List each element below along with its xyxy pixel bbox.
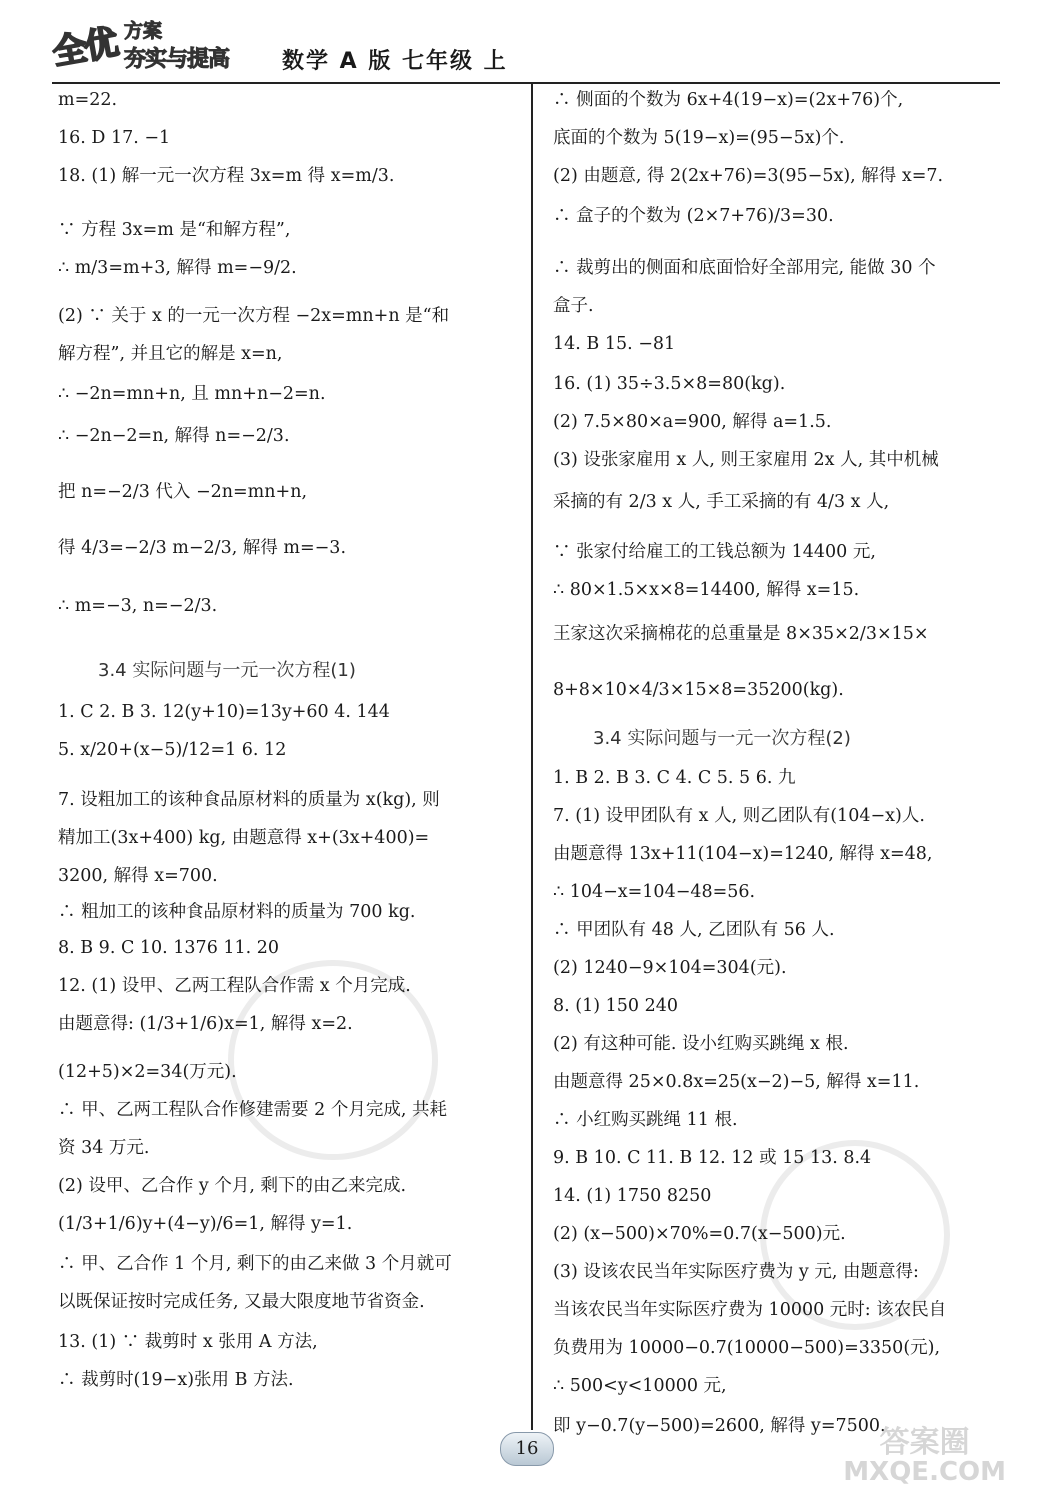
- answer-line: (2) 设甲、乙合作 y 个月, 剩下的由乙来完成.: [58, 1176, 407, 1196]
- answer-line: 当该农民当年实际医疗费为 10000 元时: 该农民自: [553, 1300, 947, 1320]
- answer-line: 由题意得: (1/3+1/6)x=1, 解得 x=2.: [58, 1014, 353, 1034]
- answer-line: (12+5)×2=34(万元).: [58, 1062, 237, 1082]
- answer-line: 3200, 解得 x=700.: [58, 866, 218, 886]
- answer-line: ∴ 104−x=104−48=56.: [553, 882, 756, 902]
- answer-line: (2) 1240−9×104=304(元).: [553, 958, 787, 978]
- answer-line: ∴ 500<y<10000 元,: [553, 1376, 727, 1396]
- answer-line: 解方程”, 并且它的解是 x=n,: [58, 344, 283, 364]
- answer-line: 由题意得 13x+11(104−x)=1240, 解得 x=48,: [553, 844, 933, 864]
- answer-line: ∴ 甲、乙合作 1 个月, 剩下的由乙来做 3 个月就可: [58, 1254, 452, 1274]
- answer-line: ∵ 方程 3x=m 是“和解方程”,: [58, 220, 291, 240]
- page-number: 16: [500, 1432, 554, 1466]
- answer-line: ∴ m/3=m+3, 解得 m=−9/2.: [58, 258, 297, 278]
- answer-line: ∵ 张家付给雇工的工钱总额为 14400 元,: [553, 542, 876, 562]
- answer-line: 8+8×10×4/3×15×8=35200(kg).: [553, 680, 844, 700]
- subject-title: 数学 A 版 七年级 上: [282, 49, 508, 74]
- answer-line: (2) 有这种可能. 设小红购买跳绳 x 根.: [553, 1034, 849, 1054]
- answer-line: 14. (1) 1750 8250: [553, 1186, 712, 1206]
- answer-line: m=22.: [58, 90, 118, 110]
- answer-line: 7. (1) 设甲团队有 x 人, 则乙团队有(104−x)人.: [553, 806, 925, 826]
- answer-line: ∴ 80×1.5×x×8=14400, 解得 x=15.: [553, 580, 860, 600]
- series-logo: [49, 14, 252, 76]
- answer-line: 王家这次采摘棉花的总重量是 8×35×2/3×15×: [553, 624, 929, 644]
- answer-line: 7. 设粗加工的该种食品原材料的质量为 x(kg), 则: [58, 790, 440, 810]
- answer-line: 3.4 实际问题与一元一次方程(1): [98, 660, 356, 681]
- answer-line: 1. B 2. B 3. C 4. C 5. 5 6. 九: [553, 768, 796, 788]
- answer-line: 3.4 实际问题与一元一次方程(2): [593, 728, 851, 749]
- answer-line: (3) 设该农民当年实际医疗费为 y 元, 由题意得:: [553, 1262, 919, 1282]
- answer-line: 资 34 万元.: [58, 1138, 150, 1158]
- answer-line: 1. C 2. B 3. 12(y+10)=13y+60 4. 144: [58, 702, 390, 722]
- answer-line: 8. (1) 150 240: [553, 996, 678, 1016]
- answer-line: 18. (1) 解一元一次方程 3x=m 得 x=m/3.: [58, 166, 395, 186]
- answer-line: ∴ 甲、乙两工程队合作修建需要 2 个月完成, 共耗: [58, 1100, 447, 1120]
- logo-text-main: 全优: [49, 22, 120, 74]
- answer-line: (2) 由题意, 得 2(2x+76)=3(95−5x), 解得 x=7.: [553, 166, 944, 186]
- site-watermark: [843, 1427, 1006, 1486]
- answer-line: ∴ 甲团队有 48 人, 乙团队有 56 人.: [553, 920, 835, 940]
- answer-line: ∴ 裁剪出的侧面和底面恰好全部用完, 能做 30 个: [553, 258, 936, 278]
- answer-line: 以既保证按时完成任务, 又最大限度地节省资金.: [58, 1292, 425, 1312]
- logo-text-top: 方案: [124, 20, 163, 42]
- page-footer: [490, 1426, 590, 1466]
- answer-line: 8. B 9. C 10. 1376 11. 20: [58, 938, 280, 958]
- answer-line: 采摘的有 2/3 x 人, 手工采摘的有 4/3 x 人,: [553, 492, 890, 512]
- answer-line: 盒子.: [553, 296, 594, 316]
- answer-line: ∴ 侧面的个数为 6x+4(19−x)=(2x+76)个,: [553, 90, 904, 110]
- header-rule: [52, 82, 1000, 84]
- answer-line: 把 n=−2/3 代入 −2n=mn+n,: [58, 482, 308, 502]
- watermark-line-2: MXQE.COM: [843, 1456, 1006, 1487]
- page-header: [0, 0, 1038, 88]
- column-divider: [531, 84, 533, 1430]
- answer-line: (3) 设张家雇用 x 人, 则王家雇用 2x 人, 其中机械: [553, 450, 939, 470]
- answer-line: ∴ 粗加工的该种食品原材料的质量为 700 kg.: [58, 902, 416, 922]
- logo-text-bottom: 夯实与提高: [124, 47, 230, 72]
- answer-line: (2) ∵ 关于 x 的一元一次方程 −2x=mn+n 是“和: [58, 306, 450, 326]
- answer-line: 精加工(3x+400) kg, 由题意得 x+(3x+400)=: [58, 828, 430, 848]
- answer-line: 由题意得 25×0.8x=25(x−2)−5, 解得 x=11.: [553, 1072, 920, 1092]
- answer-line: ∴ 裁剪时(19−x)张用 B 方法.: [58, 1370, 294, 1390]
- answer-line: ∴ m=−3, n=−2/3.: [58, 596, 218, 616]
- answer-line: 13. (1) ∵ 裁剪时 x 张用 A 方法,: [58, 1332, 318, 1352]
- answer-line: ∴ −2n=mn+n, 且 mn+n−2=n.: [58, 384, 326, 404]
- watermark-line-1: 答案圈: [879, 1425, 970, 1461]
- answer-line: 得 4/3=−2/3 m−2/3, 解得 m=−3.: [58, 538, 347, 558]
- answer-line: (2) (x−500)×70%=0.7(x−500)元.: [553, 1224, 846, 1244]
- answer-line: 负费用为 10000−0.7(10000−500)=3350(元),: [553, 1338, 941, 1358]
- answer-line: ∴ −2n−2=n, 解得 n=−2/3.: [58, 426, 290, 446]
- answer-line: 9. B 10. C 11. B 12. 12 或 15 13. 8.4: [553, 1148, 872, 1168]
- answer-line: (1/3+1/6)y+(4−y)/6=1, 解得 y=1.: [58, 1214, 353, 1234]
- answer-line: 16. D 17. −1: [58, 128, 171, 148]
- answer-line: (2) 7.5×80×a=900, 解得 a=1.5.: [553, 412, 832, 432]
- answer-line: 16. (1) 35÷3.5×8=80(kg).: [553, 374, 786, 394]
- answer-line: 即 y−0.7(y−500)=2600, 解得 y=7500.: [553, 1416, 886, 1436]
- answer-line: 底面的个数为 5(19−x)=(95−5x)个.: [553, 128, 845, 148]
- answer-line: ∴ 盒子的个数为 (2×7+76)/3=30.: [553, 206, 834, 226]
- answer-line: 12. (1) 设甲、乙两工程队合作需 x 个月完成.: [58, 976, 411, 996]
- answer-line: 14. B 15. −81: [553, 334, 676, 354]
- answer-line: ∴ 小红购买跳绳 11 根.: [553, 1110, 738, 1130]
- answer-line: 5. x/20+(x−5)/12=1 6. 12: [58, 740, 287, 760]
